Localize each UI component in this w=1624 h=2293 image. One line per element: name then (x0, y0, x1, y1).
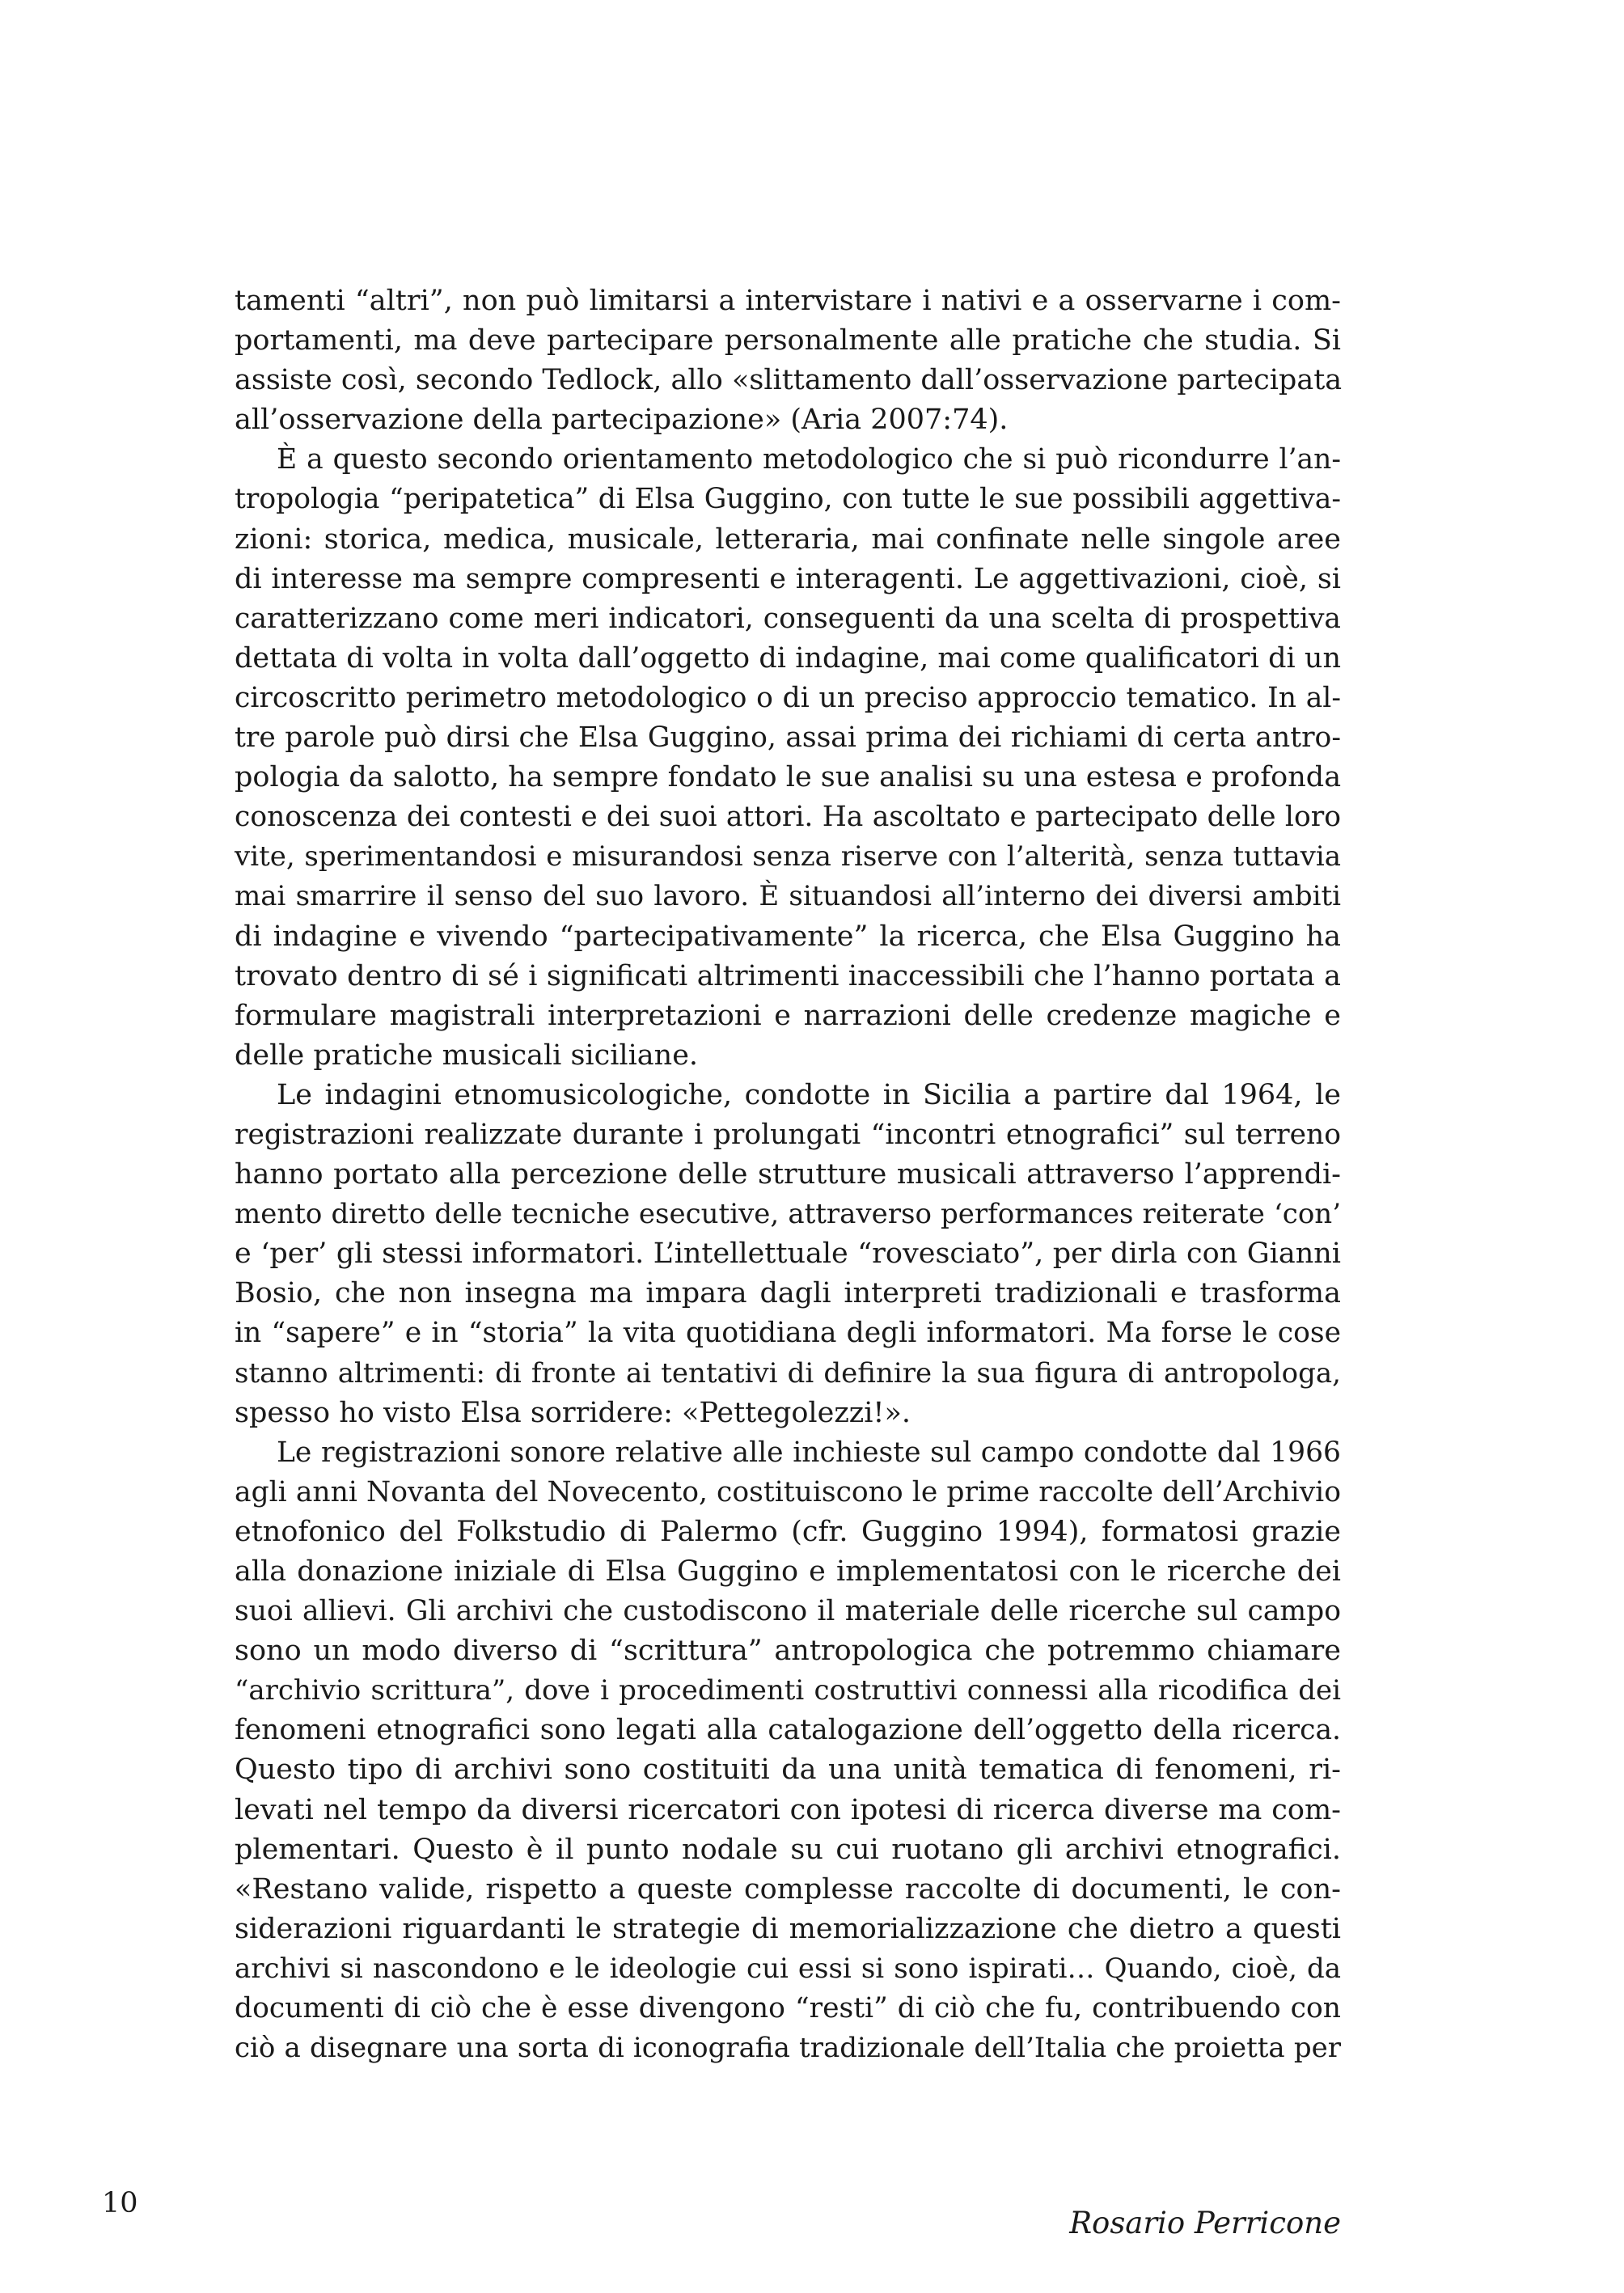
text-line: stanno altrimenti: di fronte ai tentativi di definire la sua figura di antropologa, (235, 1356, 1341, 1390)
body-text (235, 281, 1341, 2068)
text-line: È a questo secondo orientamento metodologico che si può ricondurre l’an- (277, 443, 1341, 476)
text-line: formulare magistrali interpretazioni e narrazioni delle credenze magiche e (235, 999, 1341, 1032)
text-line: plementari. Questo è il punto nodale su cui ruotano gli archivi etnografici. (235, 1833, 1341, 1866)
text-line: sono un modo diverso di “scrittura” antropologica che potremmo chiamare (235, 1635, 1341, 1668)
text-line: “archivio scrittura”, dove i procedimenti costruttivi connessi alla ricodifica dei (235, 1674, 1341, 1707)
text-line: spesso ho visto Elsa sorridere: «Pettegolezzi!». (235, 1396, 911, 1429)
text-line: alla donazione iniziale di Elsa Guggino e implementatosi con le ricerche dei (235, 1555, 1341, 1588)
running-footer-author: Rosario Perricone (1069, 2206, 1341, 2240)
text-line: all’osservazione della partecipazione» (Aria 2007:74). (235, 404, 1009, 437)
text-line: tre parole può dirsi che Elsa Guggino, assai prima dei richiami di certa antro- (235, 721, 1341, 755)
text-line: conoscenza dei contesti e dei suoi attori. Ha ascoltato e partecipato delle loro (235, 801, 1341, 834)
text-line: caratterizzano come meri indicatori, conseguenti da una scelta di prospettiva (235, 602, 1341, 635)
text-line: mento diretto delle tecniche esecutive, attraverso performances reiterate ‘con’ (235, 1198, 1341, 1231)
text-line: tropologia “peripatetica” di Elsa Guggino, con tutte le sue possibili aggettiva- (235, 483, 1341, 516)
text-line: suoi allievi. Gli archivi che custodiscono il materiale delle ricerche sul campo (235, 1595, 1341, 1628)
text-line: trovato dentro di sé i significati altrimenti inaccessibili che l’hanno portata a (235, 959, 1341, 992)
text-line: Le indagini etnomusicologiche, condotte in Sicilia a partire dal 1964, le (277, 1078, 1341, 1111)
text-line: e ‘per’ gli stessi informatori. L’intellettuale “rovesciato”, per dirla con Gianni (235, 1237, 1341, 1271)
text-line: mai smarrire il senso del suo lavoro. È situandosi all’interno dei diversi ambiti (235, 880, 1341, 913)
text-line: etnofonico del Folkstudio di Palermo (cfr. Guggino 1994), formatosi grazie (235, 1515, 1341, 1548)
text-line: siderazioni riguardanti le strategie di memorializzazione che dietro a questi (235, 1912, 1341, 1945)
text-line: pologia da salotto, ha sempre fondato le sue analisi su una estesa e profonda (235, 761, 1342, 794)
text-line: Questo tipo di archivi sono costituiti da una unità tematica di fenomeni, ri- (235, 1754, 1341, 1787)
text-line: zioni: storica, medica, musicale, letteraria, mai confinate nelle singole aree (235, 522, 1341, 556)
text-line: hanno portato alla percezione delle strutture musicali attraverso l’apprendi- (235, 1158, 1341, 1191)
text-line: Bosio, che non insegna ma impara dagli interpreti tradizionali e trasforma (235, 1277, 1341, 1310)
text-line: in “sapere” e in “storia” la vita quotidiana degli informatori. Ma forse le cose (235, 1317, 1341, 1350)
text-line: di indagine e vivendo “partecipativamente” la ricerca, che Elsa Guggino ha (235, 920, 1341, 953)
text-line: di interesse ma sempre compresenti e interagenti. Le aggettivazioni, cioè, si (235, 562, 1341, 595)
text-line: levati nel tempo da diversi ricercatori con ipotesi di ricerca diverse ma com- (235, 1793, 1341, 1826)
text-line: vite, sperimentandosi e misurandosi senza riserve con l’alterità, senza tuttavia (235, 840, 1341, 874)
text-line: archivi si nascondono e le ideologie cui essi si sono ispirati… Quando, cioè, da (235, 1952, 1341, 1985)
text-line: «Restano valide, rispetto a queste complesse raccolte di documenti, le con- (235, 1872, 1341, 1906)
text-line: portamenti, ma deve partecipare personalmente alle pratiche che studia. Si (235, 324, 1341, 357)
text-line: Le registrazioni sonore relative alle inchieste sul campo condotte dal 1966 (277, 1436, 1341, 1469)
page-number: 10 (102, 2187, 138, 2219)
text-line: agli anni Novanta del Novecento, costituiscono le prime raccolte dell’Archivio (235, 1475, 1341, 1508)
text-line: assiste così, secondo Tedlock, allo «slittamento dall’osservazione partecipata (235, 364, 1343, 397)
text-line: tamenti “altri”, non può limitarsi a intervistare i nativi e a osservarne i com- (235, 285, 1341, 317)
text-line: delle pratiche musicali siciliane. (235, 1039, 699, 1072)
text-line: circoscritto perimetro metodologico o di un preciso approccio tematico. In al- (235, 681, 1341, 714)
text-line: fenomeni etnografici sono legati alla catalogazione dell’oggetto della ricerca. (235, 1714, 1341, 1747)
text-line: documenti di ciò che è esse divengono “resti” di ciò che fu, contribuendo con (235, 1992, 1341, 2025)
text-line: registrazioni realizzate durante i prolungati “incontri etnografici” sul terreno (235, 1118, 1341, 1151)
text-line: dettata di volta in volta dall’oggetto di indagine, mai come qualificatori di un (235, 641, 1341, 675)
text-line: ciò a disegnare una sorta di iconografia tradizionale dell’Italia che proietta per (235, 2032, 1341, 2065)
